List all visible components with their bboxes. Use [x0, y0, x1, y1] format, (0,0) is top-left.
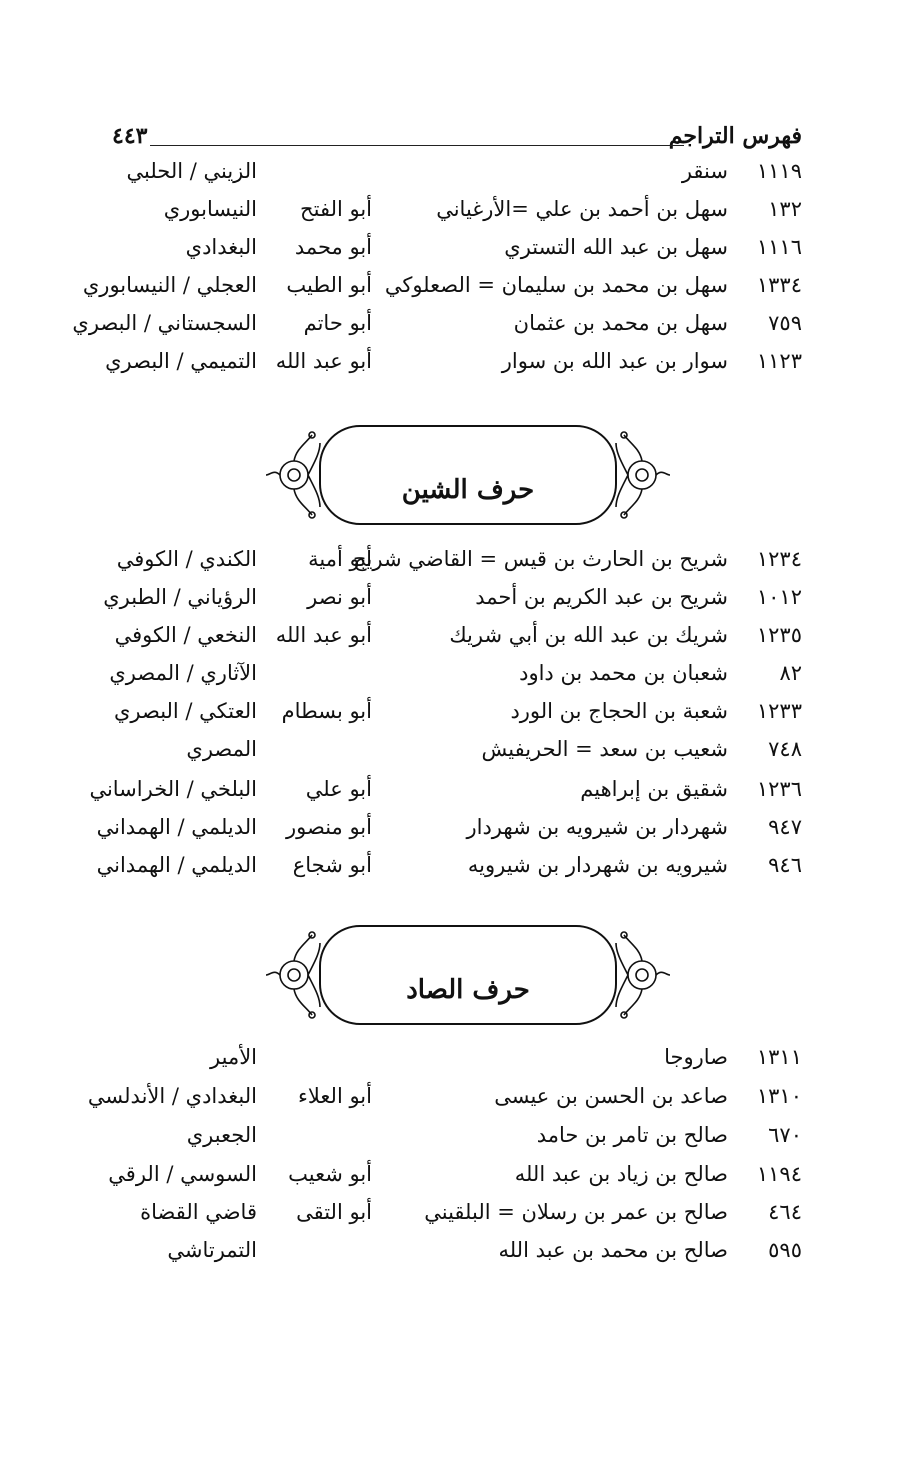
- entry-nisba: الجعبري: [186, 1123, 257, 1147]
- entry-name: شعبة بن الحجاج بن الورد: [510, 699, 728, 723]
- entry-name: سنقر: [681, 159, 728, 183]
- entry-row: [60, 659, 802, 697]
- entry-number: ١٢٣٤: [756, 547, 802, 571]
- entry-kunya: أبو الفتح: [300, 197, 372, 221]
- entry-nisba: السجستاني / البصري: [72, 311, 257, 335]
- entry-nisba: قاضي القضاة: [140, 1200, 257, 1224]
- entry-row: [60, 851, 802, 889]
- entry-nisba: البغدادي / الأندلسي: [87, 1084, 257, 1108]
- entry-row: [60, 233, 802, 271]
- entry-name: شهردار بن شيرويه بن شهردار: [466, 815, 728, 839]
- entry-nisba: الأمير: [210, 1045, 257, 1069]
- entry-kunya: أبو منصور: [286, 815, 372, 839]
- entry-nisba: البلخي / الخراساني: [89, 777, 257, 801]
- entry-kunya: أبو بسطام: [281, 699, 372, 723]
- entry-name: سهل بن عبد الله التستري: [504, 235, 728, 259]
- entry-nisba: الكندي / الكوفي: [116, 547, 257, 571]
- entry-name: صالح بن عمر بن رسلان = البلقيني: [424, 1200, 728, 1224]
- entry-nisba: السوسي / الرقي: [108, 1162, 257, 1186]
- entry-row: [60, 157, 802, 195]
- entry-name: صالح بن تامر بن حامد: [536, 1123, 728, 1147]
- entry-number: ١٣١٠: [756, 1084, 802, 1108]
- entry-number: ٨٢: [779, 661, 802, 685]
- entry-kunya: أبو أمية: [308, 547, 372, 571]
- entry-kunya: أبو علي: [305, 777, 372, 801]
- entry-name: سهل بن محمد بن عثمان: [513, 311, 728, 335]
- entry-row: [60, 1121, 802, 1159]
- entry-kunya: أبو عبد الله: [275, 349, 372, 373]
- entry-number: ١٠١٢: [756, 585, 802, 609]
- entry-kunya: أبو شجاع: [292, 853, 372, 877]
- entry-name: صاروجا: [664, 1045, 728, 1069]
- entry-name: سوار بن عبد الله بن سوار: [501, 349, 728, 373]
- entry-number: ٧٤٨: [768, 737, 802, 761]
- entry-name: شريح بن عبد الكريم بن أحمد: [475, 585, 728, 609]
- entry-number: ٦٧٠: [768, 1123, 802, 1147]
- entry-name: سهل بن محمد بن سليمان = الصعلوكي: [384, 273, 728, 297]
- entry-row: [60, 775, 802, 813]
- entry-row: [60, 735, 802, 773]
- entry-row: [60, 271, 802, 309]
- entry-number: ١٢٣٣: [756, 699, 802, 723]
- entry-row: [60, 309, 802, 347]
- entry-nisba: الديلمي / الهمداني: [96, 815, 257, 839]
- entry-number: ١٣١١: [756, 1045, 802, 1069]
- entry-name: شقيق بن إبراهيم: [580, 777, 728, 801]
- entry-kunya: أبو عبد الله: [275, 623, 372, 647]
- entry-number: ١١١٦: [756, 235, 802, 259]
- entry-row: [60, 1198, 802, 1236]
- section-banner-sheen: [262, 423, 674, 527]
- entry-row: [60, 195, 802, 233]
- entry-number: ١١٢٣: [756, 349, 802, 373]
- entry-number: ١١١٩: [756, 159, 802, 183]
- page-number: ٤٤٣: [112, 123, 148, 149]
- entry-number: ١١٩٤: [756, 1162, 802, 1186]
- entry-nisba: العتكي / البصري: [113, 699, 257, 723]
- entry-kunya: أبو نصر: [307, 585, 372, 609]
- section-heading: حرف الشين: [401, 475, 535, 505]
- entry-nisba: العجلي / النيسابوري: [82, 273, 257, 297]
- entry-nisba: الرؤياني / الطبري: [103, 585, 257, 609]
- entry-number: ٩٤٧: [768, 815, 802, 839]
- entry-name: سهل بن أحمد بن علي =الأرغياني: [436, 197, 728, 221]
- section-banner-saad: [262, 923, 674, 1027]
- entry-nisba: النخعي / الكوفي: [114, 623, 257, 647]
- entry-name: صالح بن محمد بن عبد الله: [498, 1238, 728, 1262]
- entry-number: ١٢٣٥: [756, 623, 802, 647]
- entry-nisba: الآثاري / المصري: [109, 661, 257, 685]
- entry-name: شيرويه بن شهردار بن شيرويه: [467, 853, 728, 877]
- entry-kunya: أبو التقى: [296, 1200, 372, 1224]
- entry-number: ٧٥٩: [768, 311, 802, 335]
- section-heading: حرف الصاد: [406, 975, 530, 1005]
- entry-number: ١٣٣٤: [756, 273, 802, 297]
- entry-row: [60, 347, 802, 385]
- header-title: فهرس التراجم: [668, 123, 802, 149]
- entry-row: [60, 621, 802, 659]
- entry-number: ٩٤٦: [768, 853, 802, 877]
- entry-nisba: البغدادي: [185, 235, 257, 259]
- entry-row: [60, 1236, 802, 1274]
- entry-name: صالح بن زياد بن عبد الله: [514, 1162, 728, 1186]
- entry-kunya: أبو العلاء: [298, 1084, 372, 1108]
- entry-name: شعيب بن سعد = الحريفيش: [481, 737, 728, 761]
- entry-nisba: الديلمي / الهمداني: [96, 853, 257, 877]
- entry-nisba: المصري: [186, 737, 257, 761]
- entry-name: شعبان بن محمد بن داود: [519, 661, 728, 685]
- entry-row: [60, 697, 802, 735]
- entry-name: صاعد بن الحسن بن عيسى: [494, 1084, 728, 1108]
- entry-number: ١٣٢: [768, 197, 802, 221]
- entry-name: شريك بن عبد الله بن أبي شريك: [449, 623, 728, 647]
- entry-kunya: أبو حاتم: [303, 311, 372, 335]
- entry-row: [60, 545, 802, 583]
- entry-nisba: النيسابوري: [163, 197, 257, 221]
- entry-nisba: التميمي / البصري: [105, 349, 257, 373]
- entry-kunya: أبو شعيب: [288, 1162, 372, 1186]
- entry-number: ٥٩٥: [768, 1238, 802, 1262]
- entry-name: شريح بن الحارث بن قيس = القاضي شريح: [353, 547, 728, 571]
- entry-row: [60, 1160, 802, 1198]
- entry-number: ١٢٣٦: [756, 777, 802, 801]
- entry-kunya: أبو محمد: [294, 235, 372, 259]
- entry-row: [60, 813, 802, 851]
- header-rule: [150, 145, 684, 146]
- entry-nisba: التمرتاشي: [167, 1238, 257, 1262]
- running-header: [112, 123, 802, 159]
- entry-nisba: الزيني / الحلبي: [126, 159, 257, 183]
- entry-row: [60, 1043, 802, 1081]
- entry-kunya: أبو الطيب: [286, 273, 372, 297]
- entry-row: [60, 583, 802, 621]
- entry-number: ٤٦٤: [768, 1200, 802, 1224]
- entry-row: [60, 1082, 802, 1120]
